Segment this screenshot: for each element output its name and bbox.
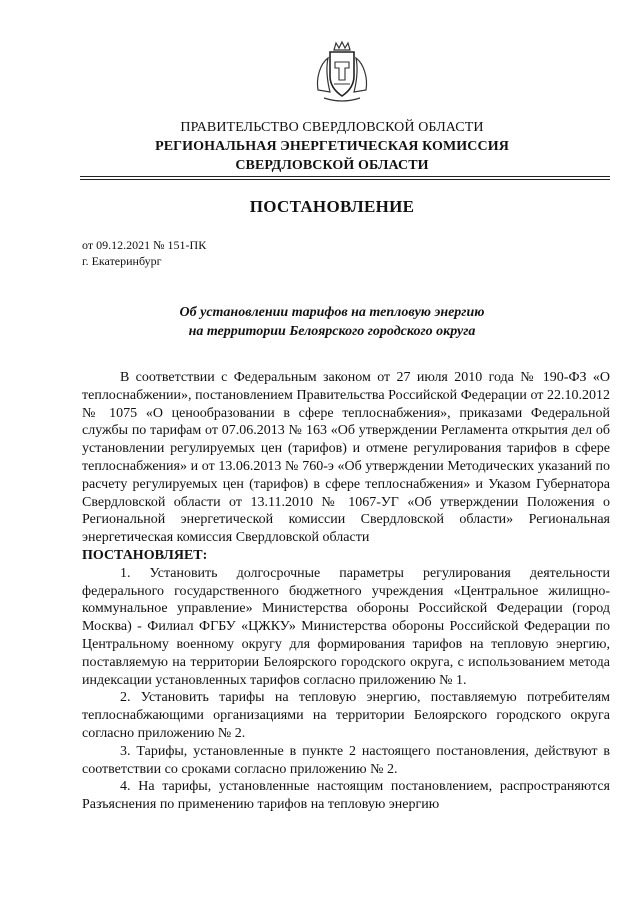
preamble-paragraph: В соответствии с Федеральным законом от 27 июля 2010 года № 190-ФЗ «О теплоснабжении», постановлением Правительства Российской Федерации от 22.10.2012 № 1075 «О ценообразовании в сфере теплоснабжения», приказами Федеральной службы по тарифам от 07.06.2013 № 163 «Об утверждении Регламента открытия дел об установлении регулируемых цен (тарифов) и отмене регулирования тарифов в сфере теплоснабжения» и от 13.06.2013 № 760-э «Об утверждении Методических указаний по расчету регулируемых цен (тарифов) в сфере теплоснабжения» и Указом Губернатора Свердловской области от 13.11.2010 № 1067-УГ «Об утверждении Положения о Региональной энергетической комиссии Свердловской области» Региональная энергетическая комиссия Свердловской области xyxy=(82,370,610,546)
region-name: СВЕРДЛОВСКОЙ ОБЛАСТИ xyxy=(235,158,429,173)
resolves-heading: ПОСТАНОВЛЯЕТ: xyxy=(82,547,208,563)
document-date-number: от 09.12.2021 № 151-ПК xyxy=(82,238,207,252)
item-3-paragraph: 3. Тарифы, установленные в пункте 2 настоящего постановления, действуют в соответствии со сроками согласно приложению № 2. xyxy=(82,743,610,777)
item-2-paragraph: 2. Установить тарифы на тепловую энергию, поставляемую потребителям теплоснабжающими организациями на территории Белоярского городского округа согласно приложению № 2. xyxy=(82,690,610,741)
document-subject xyxy=(12,303,640,341)
document-body xyxy=(82,369,610,814)
commission-name: РЕГИОНАЛЬНАЯ ЭНЕРГЕТИЧЕСКАЯ КОМИССИЯ xyxy=(155,139,509,154)
document-type: ПОСТАНОВЛЕНИЕ xyxy=(249,197,415,216)
coat-of-arms-icon xyxy=(314,40,370,104)
header-divider-thin xyxy=(80,179,610,180)
government-name: ПРАВИТЕЛЬСТВО СВЕРДЛОВСКОЙ ОБЛАСТИ xyxy=(180,120,484,135)
item-1-paragraph: 1. Установить долгосрочные параметры регулирования деятельности федерального государственного бюджетного учреждения «Центральное жилищно-коммунальное управление» Министерства обороны Российской Федерации (город Москва) - Филиал ФГБУ «ЦЖКУ» Министерства обороны Российской Федерации по Центральному военному округу для формирования тарифов на тепловую энергию, поставляемую на территории Белоярского городского округа, с использованием метода индексации установленных тарифов согласно приложению № 1. xyxy=(82,565,610,688)
document-place: г. Екатеринбург xyxy=(82,254,162,268)
subject-line-2: на территории Белоярского городского округа xyxy=(188,324,476,339)
subject-line-1: Об установлении тарифов на тепловую энергию xyxy=(179,305,485,320)
item-4-paragraph: 4. На тарифы, установленные настоящим постановлением, распространяются Разъяснения по применению тарифов на тепловую энергию xyxy=(82,779,610,813)
header-divider xyxy=(80,176,610,177)
